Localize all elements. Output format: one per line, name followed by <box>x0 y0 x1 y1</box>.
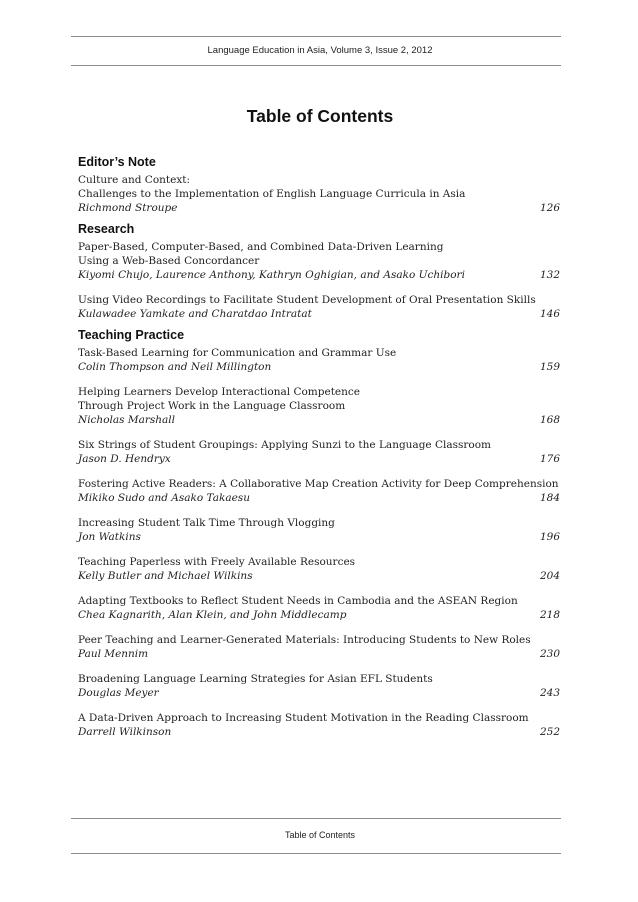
toc-entry <box>78 385 560 427</box>
page-number: 132 <box>539 269 560 281</box>
footer-bottom-rule <box>71 853 561 854</box>
toc-entry <box>78 516 560 544</box>
article-title: Increasing Student Talk Time Through Vlogging <box>78 517 335 529</box>
toc-entry <box>78 173 560 215</box>
running-header: Language Education in Asia, Volume 3, Issue 2, 2012 <box>207 45 433 56</box>
page-title: Table of Contents <box>246 106 394 126</box>
article-authors: Kelly Butler and Michael Wilkins <box>78 570 253 582</box>
toc-section <box>78 221 560 321</box>
author-row <box>78 360 560 374</box>
article-title: Broadening Language Learning Strategies for Asian EFL Students <box>78 673 433 685</box>
footer-text: Table of Contents <box>284 830 356 840</box>
toc-entry <box>78 711 560 739</box>
page-number: 204 <box>539 570 560 582</box>
section-heading: Teaching Practice <box>78 328 185 342</box>
article-authors: Jon Watkins <box>78 531 141 543</box>
author-row <box>78 452 560 466</box>
page-number: 252 <box>539 726 560 738</box>
header-bottom-rule <box>71 65 561 66</box>
author-row <box>78 530 560 544</box>
article-authors: Darrell Wilkinson <box>78 726 172 738</box>
toc-entry <box>78 346 560 374</box>
toc-section <box>78 154 560 215</box>
toc-entry <box>78 438 560 466</box>
page-number: 230 <box>539 648 560 660</box>
article-title: A Data-Driven Approach to Increasing Student Motivation in the Reading Classroom <box>78 712 529 724</box>
page-number: 126 <box>539 202 560 214</box>
article-title: Paper-Based, Computer-Based, and Combined Data-Driven Learning <box>78 241 444 253</box>
article-authors: Kiyomi Chujo, Laurence Anthony, Kathryn Oghigian, and Asako Uchibori <box>78 269 465 281</box>
toc-entry <box>78 293 560 321</box>
article-authors: Jason D. Hendryx <box>78 453 171 465</box>
article-title: Culture and Context: <box>78 174 191 186</box>
article-title: Helping Learners Develop Interactional Competence <box>78 386 360 398</box>
author-row <box>78 413 560 427</box>
article-authors: Douglas Meyer <box>78 687 159 699</box>
article-authors: Mikiko Sudo and Asako Takaesu <box>78 492 250 504</box>
footer-rule <box>71 818 561 819</box>
header-rule <box>71 36 561 37</box>
section-heading: Research <box>78 222 135 236</box>
toc-entry <box>78 477 560 505</box>
author-row <box>78 201 560 215</box>
article-title: Teaching Paperless with Freely Available Resources <box>78 556 356 568</box>
page-number: 176 <box>539 453 560 465</box>
page-number: 218 <box>539 609 560 621</box>
article-title: Through Project Work in the Language Classroom <box>78 400 346 412</box>
article-title: Fostering Active Readers: A Collaborative Map Creation Activity for Deep Comprehension <box>78 478 559 490</box>
section-heading: Editor’s Note <box>78 155 156 169</box>
article-title: Using a Web-Based Concordancer <box>78 255 260 267</box>
article-title: Six Strings of Student Groupings: Applying Sunzi to the Language Classroom <box>78 439 492 451</box>
article-authors: Kulawadee Yamkate and Charatdao Intratat <box>78 308 312 320</box>
toc-entry <box>78 672 560 700</box>
page-number: 146 <box>539 308 560 320</box>
article-title: Peer Teaching and Learner-Generated Materials: Introducing Students to New Roles <box>78 634 531 646</box>
page-number: 243 <box>539 687 560 699</box>
table-of-contents <box>78 154 560 739</box>
article-title: Task-Based Learning for Communication and Grammar Use <box>78 347 397 359</box>
article-authors: Colin Thompson and Neil Millington <box>78 361 272 373</box>
page-number: 159 <box>539 361 560 373</box>
article-authors: Paul Mennim <box>78 648 149 660</box>
toc-entry <box>78 594 560 622</box>
article-authors: Chea Kagnarith, Alan Klein, and John Middlecamp <box>78 609 347 621</box>
toc-entry <box>78 555 560 583</box>
article-title: Challenges to the Implementation of English Language Curricula in Asia <box>78 188 466 200</box>
author-row <box>78 686 560 700</box>
article-title: Adapting Textbooks to Reflect Student Needs in Cambodia and the ASEAN Region <box>78 595 518 607</box>
author-row <box>78 725 560 739</box>
author-row <box>78 647 560 661</box>
toc-section <box>78 327 560 739</box>
page-number: 196 <box>539 531 560 543</box>
article-authors: Richmond Stroupe <box>78 202 178 214</box>
author-row <box>78 307 560 321</box>
page-number: 184 <box>539 492 560 504</box>
author-row <box>78 608 560 622</box>
author-row <box>78 569 560 583</box>
author-row <box>78 491 560 505</box>
article-title: Using Video Recordings to Facilitate Student Development of Oral Presentation Skills <box>78 294 536 306</box>
article-authors: Nicholas Marshall <box>78 414 176 426</box>
toc-entry <box>78 633 560 661</box>
author-row <box>78 268 560 282</box>
page-number: 168 <box>539 414 560 426</box>
toc-entry <box>78 240 560 282</box>
